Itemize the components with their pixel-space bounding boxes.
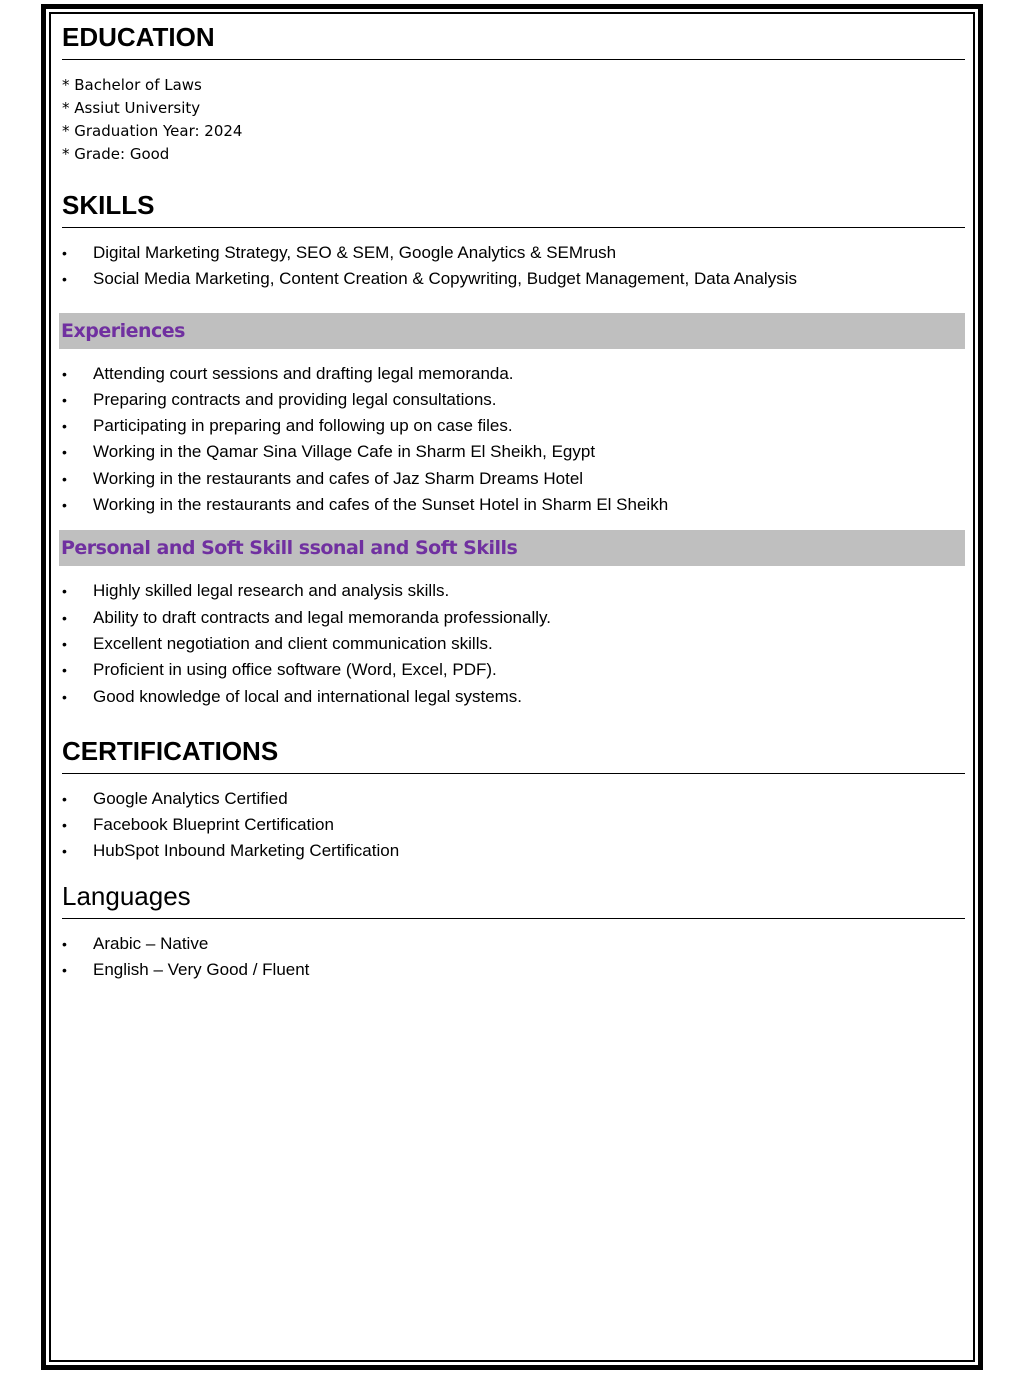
list-item: • Google Analytics Certified	[62, 786, 965, 812]
list-item: * Assiut University	[62, 99, 201, 117]
list-item: • Highly skilled legal research and analysis skills.	[62, 578, 965, 604]
languages-heading: Languages	[62, 881, 965, 919]
list-item: • Participating in preparing and following up on case files.	[62, 413, 965, 439]
list-item: • Working in the Qamar Sina Village Cafe in Sharm El Sheikh, Egypt	[62, 439, 965, 465]
certifications-list	[62, 786, 965, 865]
skills-heading: SKILLS	[62, 190, 965, 228]
languages-list	[62, 931, 965, 984]
skills-list	[62, 240, 965, 293]
experiences-list	[62, 361, 965, 519]
education-list	[62, 74, 965, 166]
list-item: • HubSpot Inbound Marketing Certification	[62, 838, 965, 864]
list-item: • Facebook Blueprint Certification	[62, 812, 965, 838]
education-heading: EDUCATION	[62, 22, 965, 60]
list-item: • Digital Marketing Strategy, SEO & SEM, Google Analytics & SEMrush	[62, 240, 965, 266]
soft-skills-list	[62, 578, 965, 709]
list-item: • Working in the restaurants and cafes of the Sunset Hotel in Sharm El Sheikh	[62, 492, 965, 518]
list-item: • Good knowledge of local and international legal systems.	[62, 684, 965, 710]
list-item: • Proficient in using office software (Word, Excel, PDF).	[62, 657, 965, 683]
list-item: • Arabic – Native	[62, 931, 965, 957]
list-item: • Social Media Marketing, Content Creation & Copywriting, Budget Management, Data Analysis	[62, 266, 965, 292]
list-item: * Grade: Good	[62, 145, 170, 163]
certifications-heading: CERTIFICATIONS	[62, 736, 965, 774]
list-item: • English – Very Good / Fluent	[62, 957, 965, 983]
list-item: • Excellent negotiation and client communication skills.	[62, 631, 965, 657]
list-item: • Ability to draft contracts and legal memoranda professionally.	[62, 605, 965, 631]
soft-skills-heading: Personal and Soft Skill ssonal and Soft Skills	[59, 530, 965, 566]
list-item: • Working in the restaurants and cafes of Jaz Sharm Dreams Hotel	[62, 466, 965, 492]
list-item: • Attending court sessions and drafting legal memoranda.	[62, 361, 965, 387]
list-item: * Graduation Year: 2024	[62, 122, 243, 140]
resume-content	[62, 22, 965, 983]
list-item: • Preparing contracts and providing legal consultations.	[62, 387, 965, 413]
list-item: * Bachelor of Laws	[62, 76, 202, 94]
experiences-heading: Experiences	[59, 313, 965, 349]
